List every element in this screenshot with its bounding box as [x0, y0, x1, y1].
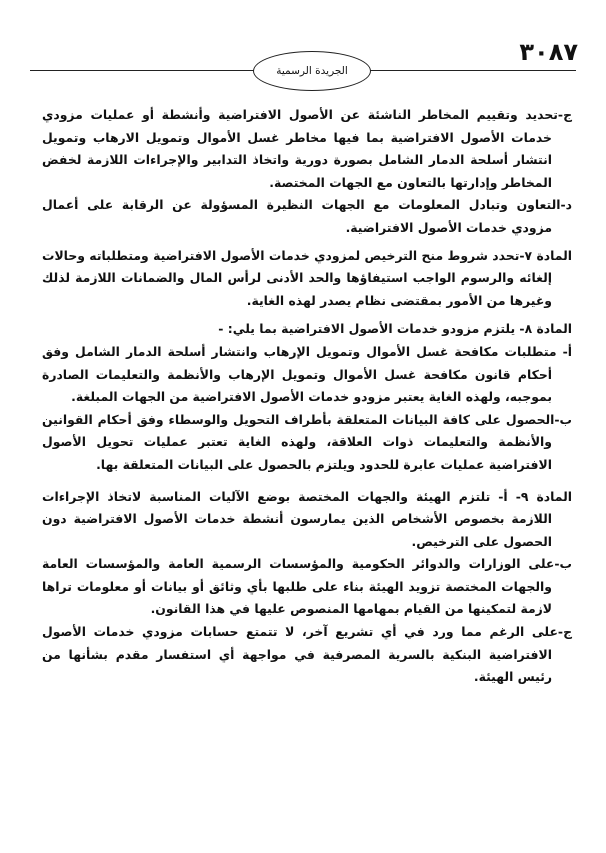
- article-7: المادة ٧-تحدد شروط منح الترخيص لمزودي خدمات الأصول الافتراضية ومتطلباته وحالات إلغائه والرسوم الواجب استيفاؤها والحد الأدنى لرأس المال والضمانات اللازمة لذلك وغيرها من الأمور بمقتضى نظام يصدر لهذه الغاية.: [42, 247, 572, 308]
- page-number: ٣٠٨٧: [519, 38, 578, 66]
- article-6-item-c: ج-تحديد وتقييم المخاطر الناشئة عن الأصول الافتراضية وأنشطة أو عمليات مزودي خدمات الأصول الافتراضية بما فيها مخاطر غسل الأموال وتمويل الارهاب وتمويل انتشار أسلحة الدمار الشامل بصورة دورية واتخاذ التدابير والإجراءات اللازمة لخفض المخاطر وإدارتها بالتعاون مع الجهات المختصة.: [42, 107, 572, 190]
- article-8-intro: المادة ٨- يلتزم مزودو خدمات الأصول الافتراضية بما يلي: -: [218, 321, 572, 337]
- article-9-item-c: ج-على الرغم مما ورد في أي تشريع آخر، لا تتمتع حسابات مزودي خدمات الأصول الافتراضية البنكية بالسرية المصرفية في مواجهة أي استفسار مقدم بشأنها من رئيس الهيئة.: [42, 624, 572, 685]
- article-6-item-d: د-التعاون وتبادل المعلومات مع الجهات النظيرة المسؤولة عن الرقابة على أعمال مزودي خدمات الأصول الافتراضية.: [42, 197, 572, 235]
- article-8-item-b: ب-الحصول على كافة البيانات المتعلقة بأطراف التحويل والوسطاء وفق أحكام القوانين والأنظمة والتعليمات ذوات العلاقة، ولهذه الغاية تعتبر عمليات تحويل الأصول الافتراضية عمليات عابرة للحدود ويلتزم بالحصول على البيانات المتعلقة بها.: [42, 411, 572, 472]
- article-8-item-a: أ- متطلبات مكافحة غسل الأموال وتمويل الإرهاب وانتشار أسلحة الدمار الشامل وفق أحكام قانون مكافحة غسل الأموال وتمويل الإرهاب والأنظمة والتعليمات الصادرة بموجبه، ولهذه الغاية يعتبر مزودو خدمات الأصول الافتراضية من الجهات المبلغة.: [42, 343, 572, 405]
- article-9-item-b: ب-على الوزارات والدوائر الحكومية والمؤسسات الرسمية العامة والمؤسسات العامة والجهات المختصة تزويد الهيئة بناء على طلبها بأي وثائق أو بيانات أو معلومات تراها لازمة لتمكينها من القيام بمهامها المنصوص عليها في هذا القانون.: [42, 556, 572, 617]
- document-content: [42, 104, 572, 689]
- article-9-item-a: المادة ٩- أ- تلتزم الهيئة والجهات المختصة بوضع الآليات المناسبة لاتخاذ الإجراءات اللازمة بخصوص الأشخاص الذين يمارسون أنشطة خدمات الأصول الافتراضية دون الحصول على الترخيص.: [42, 488, 572, 549]
- gazette-title: الجريدة الرسمية: [253, 51, 371, 91]
